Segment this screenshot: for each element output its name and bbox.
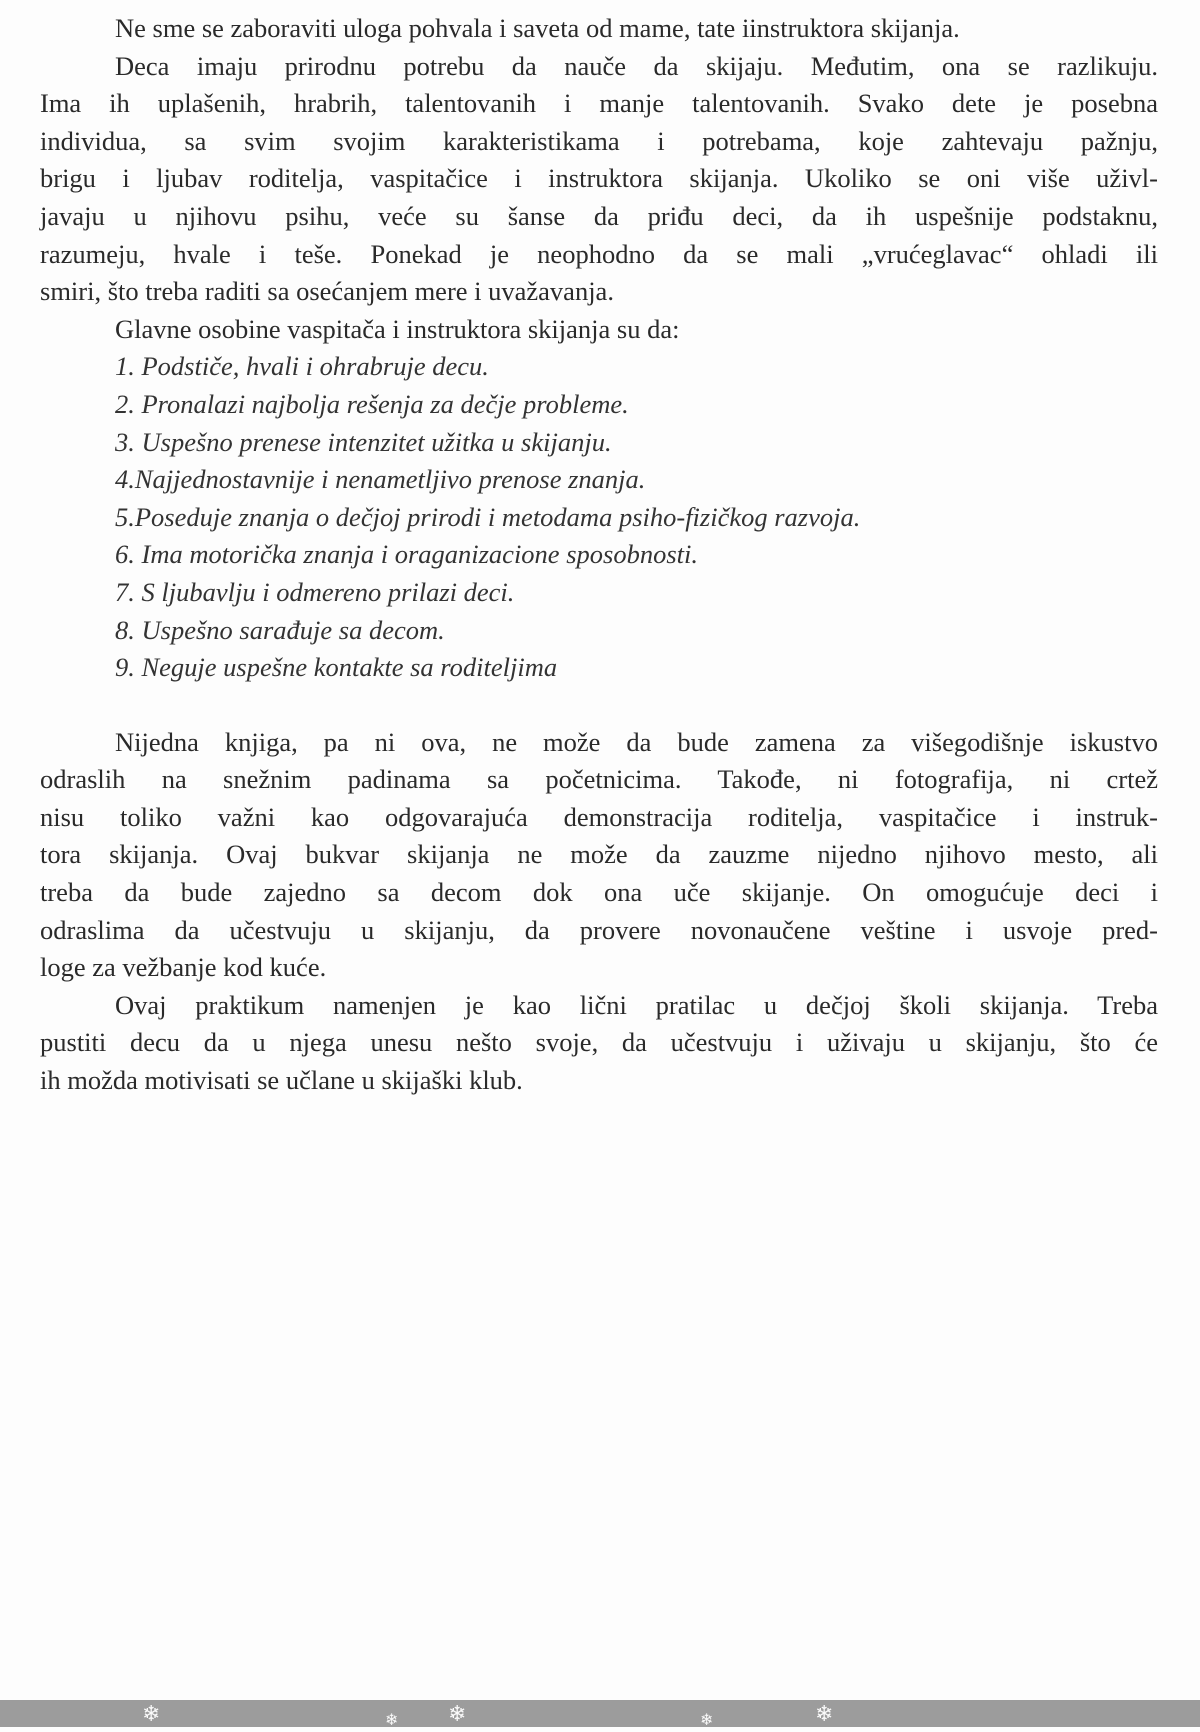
list-item: 2. Pronalazi najbolja rešenja za dečje probleme. [115,388,629,419]
list-intro: Glavne osobine vaspitača i instruktora skijanja su da: [115,313,680,344]
footer-band [0,1700,1200,1727]
text-line: odraslih na snežnim padinama sa početnicima. Takođe, ni fotografija, ni crtež [40,764,1158,795]
paragraph-children-needs [40,48,1158,311]
text-line: brigu i ljubav roditelja, vaspitačice i instruktora skijanja. Ukoliko se oni više uživl- [40,163,1158,194]
list-item: 6. Ima motorička znanja i oraganizacione sposobnosti. [115,539,698,570]
text-line: javaju u njihovu psihu, veće su šanse da priđu deci, da ih uspešnije podstaknu, [40,200,1158,231]
list-item: 8. Uspešno sarađuje sa decom. [115,614,445,645]
list-item: 7. S ljubavlju i odmereno prilazi deci. [115,576,515,607]
text-line: tora skijanja. Ovaj bukvar skijanja ne može da zauzme nijedno njihovo mesto, ali [40,839,1158,870]
text-line: Nijedna knjiga, pa ni ova, ne može da bude zamena za višegodišnje iskustvo [115,726,1158,757]
text-line: pustiti decu da u njega unesu nešto svoje, da učestvuju i uživaju u skijanju, što će [40,1027,1158,1058]
text-line: razumeju, hvale i teše. Ponekad je neophodno da se mali „vrućeglavac“ ohladi ili [40,238,1158,269]
snowflake-icon: ❄ [448,1702,467,1727]
text-line: individua, sa svim svojim karakteristikama i potrebama, koje zahtevaju pažnju, [40,125,1158,156]
paragraph-book-purpose [40,724,1158,987]
text-line: odraslima da učestvuju u skijanju, da provere novonaučene veštine i usvoje pred- [40,914,1158,945]
text-line: smiri, što treba raditi sa osećanjem mere i uvažavanja. [40,276,614,307]
instructor-traits-list [40,348,1158,686]
list-item: 1. Podstiče, hvali i ohrabruje decu. [115,351,489,382]
paragraph-practicum [40,987,1158,1100]
text-line: Ne sme se zaboraviti uloga pohvala i saveta od mame, tate iinstruktora skijanja. [115,13,960,43]
spacer [40,687,1158,724]
list-item: 5.Poseduje znanja o dečjoj prirodi i metodama psiho-fizičkog razvoja. [115,501,861,532]
text-line: loge za vežbanje kod kuće. [40,952,327,983]
list-item: 4.Najjednostavnije i nenametljivo prenose znanja. [115,464,646,495]
list-item: 9. Neguje uspešne kontakte sa roditeljima [115,652,558,683]
snowflake-icon: ❄ [815,1702,834,1727]
snowflake-icon: ❄ [700,1710,714,1729]
text-line: nisu toliko važni kao odgovarajuća demonstracija roditelja, vaspitačice i instruk- [40,801,1158,832]
list-item: 3. Uspešno prenese intenzitet užitka u skijanju. [115,426,612,457]
text-line: Deca imaju prirodnu potrebu da nauče da skijaju. Međutim, ona se razlikuju. [115,50,1158,81]
snowflake-icon: ❄ [142,1702,161,1727]
text-line: Ima ih uplašenih, hrabrih, talentovanih i manje talentovanih. Svako dete je posebna [40,88,1158,119]
text-line: ih možda motivisati se učlane u skijaški klub. [40,1065,523,1096]
text-line: treba da bude zajedno sa decom dok ona uče skijanje. On omogućuje deci i [40,877,1158,908]
text-line: Ovaj praktikum namenjen je kao lični pratilac u dečjoj školi skijanja. Treba [115,989,1158,1020]
document-page [40,10,1158,1100]
paragraph-praise [40,10,1158,48]
snowflake-icon: ❄ [385,1710,399,1729]
